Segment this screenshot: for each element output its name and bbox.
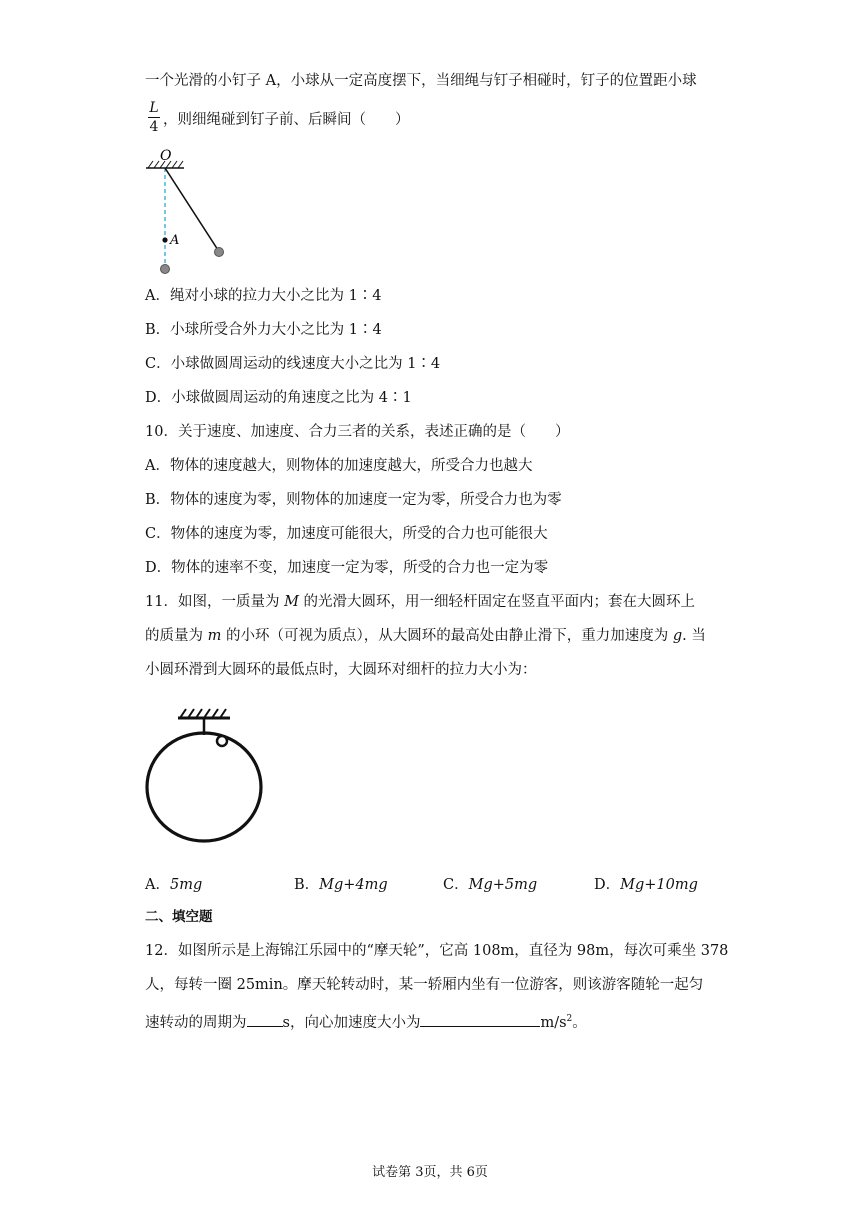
q11-text-line-2: 的质量为 m 的小环（可视为质点），从大圆环的最高处由静止滑下，重力加速度为 g. 当	[145, 628, 706, 644]
pendulum-figure	[140, 148, 230, 278]
q9-text-line-1: 一个光滑的小钉子 A，小球从一定高度摆下，当细绳与钉子相碰时，钉子的位置距小球	[145, 73, 697, 89]
q12-text-line-3: 速转动的周期为 s，向心加速度大小为 $m/s^2$。	[145, 1009, 587, 1033]
q11-option-a: A．5mg	[145, 877, 203, 893]
q11-option-c: C．Mg+5mg	[443, 877, 538, 893]
label-A: A	[170, 233, 180, 248]
fraction-bar	[148, 117, 160, 118]
answer-blank-acceleration[interactable]	[420, 1012, 540, 1027]
answer-blank-period[interactable]	[247, 1012, 283, 1027]
q11-text-line-3: 小圆环滑到大圆环的最低点时，大圆环对细杆的拉力大小为：	[145, 662, 537, 678]
q9-option-d: D．小球做圆周运动的角速度之比为 4∶1	[145, 390, 412, 406]
page-footer: 试卷第 3页，共 6页	[372, 1165, 488, 1180]
var-m: m	[207, 628, 222, 644]
q9-option-a: A．绳对小球的拉力大小之比为 1∶4	[145, 288, 382, 304]
q9-option-b: B．小球所受合外力大小之比为 1∶4	[145, 322, 382, 338]
q10-option-d: D．物体的速率不变，加速度一定为零，所受的合力也一定为零	[145, 560, 549, 576]
q10-stem: 10．关于速度、加速度、合力三者的关系，表述正确的是（ ）	[145, 424, 570, 440]
var-M: M	[284, 594, 299, 610]
q11-text-line-1: 11．如图，一质量为 M 的光滑大圆环，用一细轻杆固定在竖直平面内；套在大圆环上	[145, 594, 696, 610]
var-g: g	[672, 628, 683, 644]
q9-text-line-2: ，则细绳碰到钉子前、后瞬间（ ）	[163, 112, 410, 128]
q12-text-line-1: 12．如图所示是上海锦江乐园中的“摩天轮”，它高 108m，直径为 98m，每次可乘坐 378	[145, 943, 729, 959]
q11-option-d: D．Mg+10mg	[594, 877, 698, 893]
q10-option-a: A．物体的速度越大，则物体的加速度越大，所受合力也越大	[145, 458, 533, 474]
fraction-numerator: L	[149, 100, 159, 116]
q10-option-b: B．物体的速度为零，则物体的加速度一定为零，所受合力也为零	[145, 492, 562, 508]
q9-fraction	[148, 100, 160, 135]
q12-text-line-2: 人，每转一圈 25min。摩天轮转动时，某一轿厢内坐有一位游客，则该游客随轮一起匀	[145, 977, 704, 993]
fraction-denominator: 4	[149, 119, 159, 135]
q9-option-c: C．小球做圆周运动的线速度大小之比为 1∶4	[145, 356, 441, 372]
q10-option-c: C．物体的速度为零，加速度可能很大，所受的合力也可能很大	[145, 526, 548, 542]
section-title: 二、填空题	[145, 909, 213, 925]
q11-option-b: B．Mg+4mg	[294, 877, 388, 893]
ring-figure	[140, 700, 290, 850]
label-O: O	[160, 148, 172, 164]
